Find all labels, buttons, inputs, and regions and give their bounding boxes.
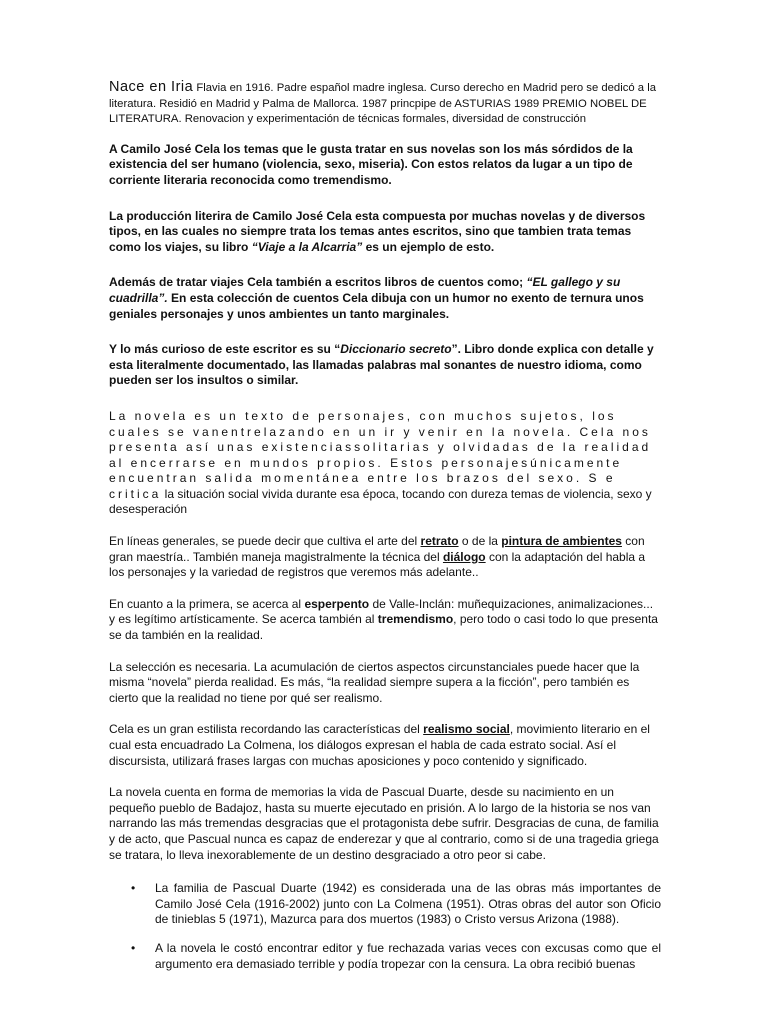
realism-paragraph [109, 722, 661, 769]
novel-characters-text-b: la situación social vivida durante esa época, tocando con dureza temas de violencia, sexo y desesperación [109, 486, 652, 517]
dictionary-text-a: Y lo más curioso de este escritor es su “ [109, 342, 341, 357]
book-title-diccionario: Diccionario secreto [340, 342, 452, 357]
short-stories-paragraph [109, 275, 661, 322]
keyword-esperpento: esperpento [304, 596, 370, 611]
list-item-text: La familia de Pascual Duarte (1942) es considerada una de las obras más importantes de Camilo José Cela (1916-2002) junto con La Colmena (1951). Otras obras del autor son Oficio de tinieblas 5 (1971), Mazurca para dos muertos (1983) o Cristo versus Arizona (1988). [155, 881, 661, 927]
keyword-realismo-social: realismo social [423, 722, 510, 737]
plot-paragraph: La novela cuenta en forma de memorias la vida de Pascual Duarte, desde su nacimiento en un pequeño pueblo de Badajoz, hasta su muerte ejecutado en prisión. A lo largo de la historia se nos van narrando las más tremendas desgracias que el protagonista debe sufrir. Desgracias de cuna, de familia y de acto, que Pascual nunca es capaz de enderezar y que al contrario, como si de una tragedia griega se tratara, lo lleva inexorablemente de un destino desgraciado a otro peor si cabe. [109, 785, 659, 862]
dictionary-text-b: ”. Libro donde explica con detalle y esta literalmente documentado, las llamadas palabras mal sonantes de nuestro idioma, como pueden ser los insultos o similar. [109, 342, 654, 388]
keyword-tremendismo: tremendismo [377, 612, 454, 627]
book-title-gallego: “EL gallego y su cuadrilla”. [109, 275, 621, 305]
facts-list [109, 881, 661, 972]
list-item-text: A la novela le costó encontrar editor y fue rechazada varias veces con excusas como que el argumento era demasiado terrible y podía tropezar con la censura. La obra recibió buenas [155, 940, 661, 971]
dictionary-paragraph [109, 342, 661, 389]
novel-characters-text-a: La novela es un texto de personajes, con muchos sujetos, los cuales se vanentrelazando en un ir y venir en la novela. Cela nos presenta así unas existenciassolitarias y olvidadas de la realidad al encerrarse en mundos propios. Estos personajesúnicamente encuentran salida momentánea entre los brazos del sexo. S e critica [109, 408, 652, 501]
esperpento-text-a: En cuanto a la primera, se acerca al [109, 596, 305, 611]
list-item [109, 941, 661, 972]
list-item [109, 881, 661, 928]
production-paragraph [109, 209, 661, 256]
document-body [109, 80, 661, 972]
bullet-icon: • [131, 940, 136, 955]
style-text-d: con la adaptación del habla a los personajes y la variedad de registros que veremos más adelante.. [109, 549, 646, 580]
esperpento-text-b: de Valle-Inclán: muñequizaciones, animalizaciones... y es legítimo artísticamente. Se acerca también al [109, 596, 654, 627]
selection-paragraph: La selección es necesaria. La acumulación de ciertos aspectos circunstanciales puede hacer que la misma “novela” pierda realidad. Es más, “la realidad siempre supera a la ficción”, pero también es cierto que la realidad no tiene por qué ser realismo. [109, 659, 640, 705]
short-stories-text-b: En esta colección de cuentos Cela dibuja con un humor no exento de ternura unos geniales personajes y unos ambientes un tanto marginales. [109, 290, 644, 321]
production-text-b: es un ejemplo de esto. [362, 239, 495, 254]
biography-paragraph [109, 80, 661, 128]
biography-lead: Nace en Iria [109, 79, 194, 95]
style-text-a: En líneas generales, se puede decir que cultiva el arte del [109, 534, 421, 549]
bullet-icon: • [131, 881, 136, 896]
production-text-a: La producción literira de Camilo José Cela esta compuesta por muchas novelas y de diversos tipos, en las cuales no siempre trata los temas antes escritos, sino que tambien trata temas como los viajes, su libro [109, 208, 646, 254]
keyword-dialogo: diálogo [442, 549, 486, 564]
style-text-c: con gran maestría.. También maneja magistralmente la técnica del [109, 534, 645, 564]
esperpento-text-c: , pero todo o casi todo lo que presenta se da también en la realidad. [109, 612, 658, 643]
novel-characters-paragraph [109, 409, 661, 518]
realism-text-a: Cela es un gran estilista recordando las características del [109, 722, 424, 737]
keyword-pintura-ambientes: pintura de ambientes [501, 534, 622, 549]
short-stories-text-a: Además de tratar viajes Cela también a escritos libros de cuentos como; [109, 275, 527, 290]
themes-paragraph: A Camilo José Cela los temas que le gusta tratar en sus novelas son los más sórdidos de la existencia del ser humano (violencia, sexo, miseria). Con estos relatos da lugar a un tipo de corriente literaria reconocida como tremendismo. [109, 141, 633, 187]
realism-text-b: , movimiento literario en el cual esta encuadrado La Colmena, los diálogos expresan el habla de cada estrato social. Así el discursista, utilizará frases largas con muchas aposiciones y poco contenido y significado. [109, 722, 650, 768]
style-paragraph [109, 534, 661, 581]
biography-text: Flavia en 1916. Padre español madre inglesa. Curso derecho en Madrid pero se dedicó a la literatura. Residió en Madrid y Palma de Mallorca. 1987 princpipe de ASTURIAS 1989 PREMIO NOBEL DE LITERATURA. Renovacion y experimentación de técnicas formales, diversidad de construcción [109, 82, 657, 126]
style-text-b: o de la [458, 534, 502, 549]
keyword-retrato: retrato [420, 534, 459, 549]
esperpento-paragraph [109, 597, 661, 644]
book-title-viaje: “Viaje a la Alcarria” [251, 239, 363, 254]
